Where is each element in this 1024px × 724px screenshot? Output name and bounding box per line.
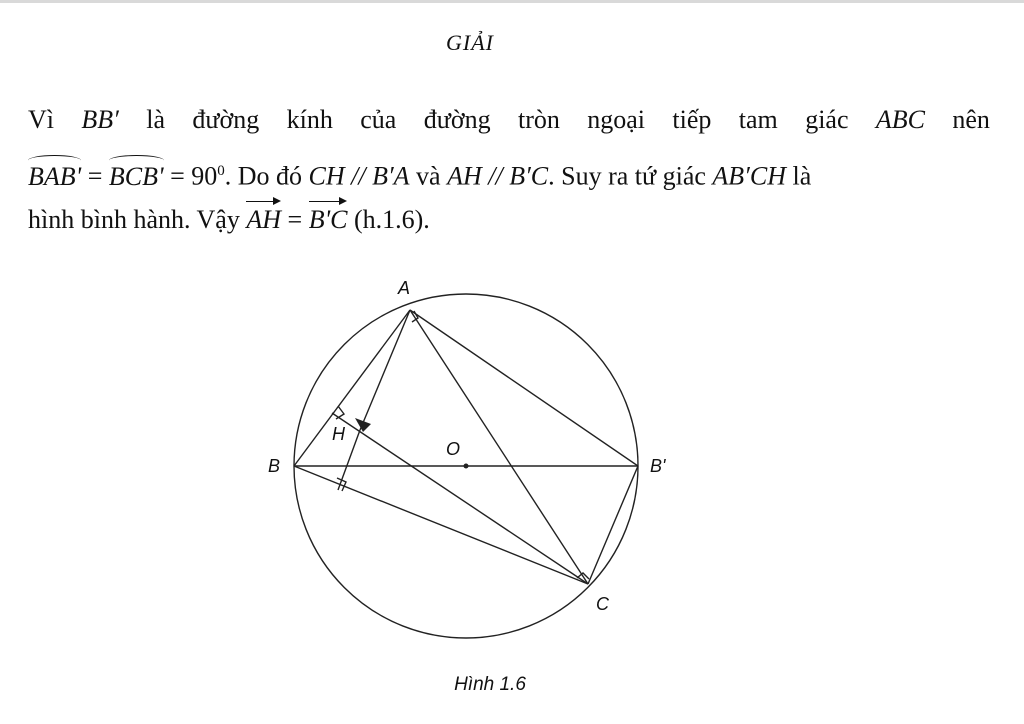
word: BB′	[81, 105, 119, 134]
word: Vì	[28, 105, 54, 134]
word: tam	[738, 105, 778, 134]
segment-bc	[294, 466, 588, 584]
text-hinh-binh-hanh: hình bình hành. Vậy	[28, 205, 247, 234]
segment-cb-prime	[588, 466, 638, 584]
center-point	[464, 464, 469, 469]
label-h: H	[332, 424, 345, 444]
segment-ab	[294, 310, 410, 466]
word: đường	[192, 105, 260, 134]
word: kính	[286, 105, 333, 134]
word: là	[146, 105, 165, 134]
word: giác	[805, 105, 849, 134]
parallel-ch-ba: CH // B′A	[308, 161, 410, 191]
angle-bab: BAB'	[28, 161, 82, 191]
word: đường	[423, 105, 491, 134]
word: tròn	[517, 105, 560, 134]
word: tiếp	[672, 105, 712, 134]
angle-bcb: BCB'	[108, 161, 164, 191]
text-suy-ra: . Suy ra tứ giác	[548, 161, 713, 191]
label-c: C	[596, 594, 609, 614]
degree-mark: 0	[217, 163, 225, 179]
figure-reference: (h.1.6).	[347, 205, 430, 234]
text-va: và	[409, 161, 448, 191]
text-la: là	[785, 161, 812, 191]
segment-ab-prime	[410, 310, 638, 466]
right-angle-value: = 90	[170, 161, 218, 191]
solution-heading: GIẢI	[446, 30, 494, 55]
word: nên	[952, 105, 990, 134]
segment-ac	[410, 310, 588, 584]
word: của	[360, 105, 397, 134]
quadrilateral-name: AB′CH	[712, 161, 786, 191]
label-o: O	[446, 439, 461, 459]
label-a: A	[398, 278, 411, 298]
word: ngoại	[587, 105, 646, 134]
word: ABC	[875, 105, 925, 134]
label-b: B	[268, 456, 281, 476]
approx-equal: =	[87, 161, 103, 191]
vector-ah: AH	[246, 205, 282, 234]
label-b-prime: B'	[650, 456, 666, 476]
vector-bc: B'C	[308, 205, 348, 234]
parallel-ah-bc: AH // B′C	[447, 161, 549, 191]
equals: =	[281, 205, 309, 234]
altitude-ah	[360, 310, 410, 430]
figure-caption: Hình 1.6	[454, 674, 526, 695]
text-do-do: . Do đó	[224, 161, 309, 191]
